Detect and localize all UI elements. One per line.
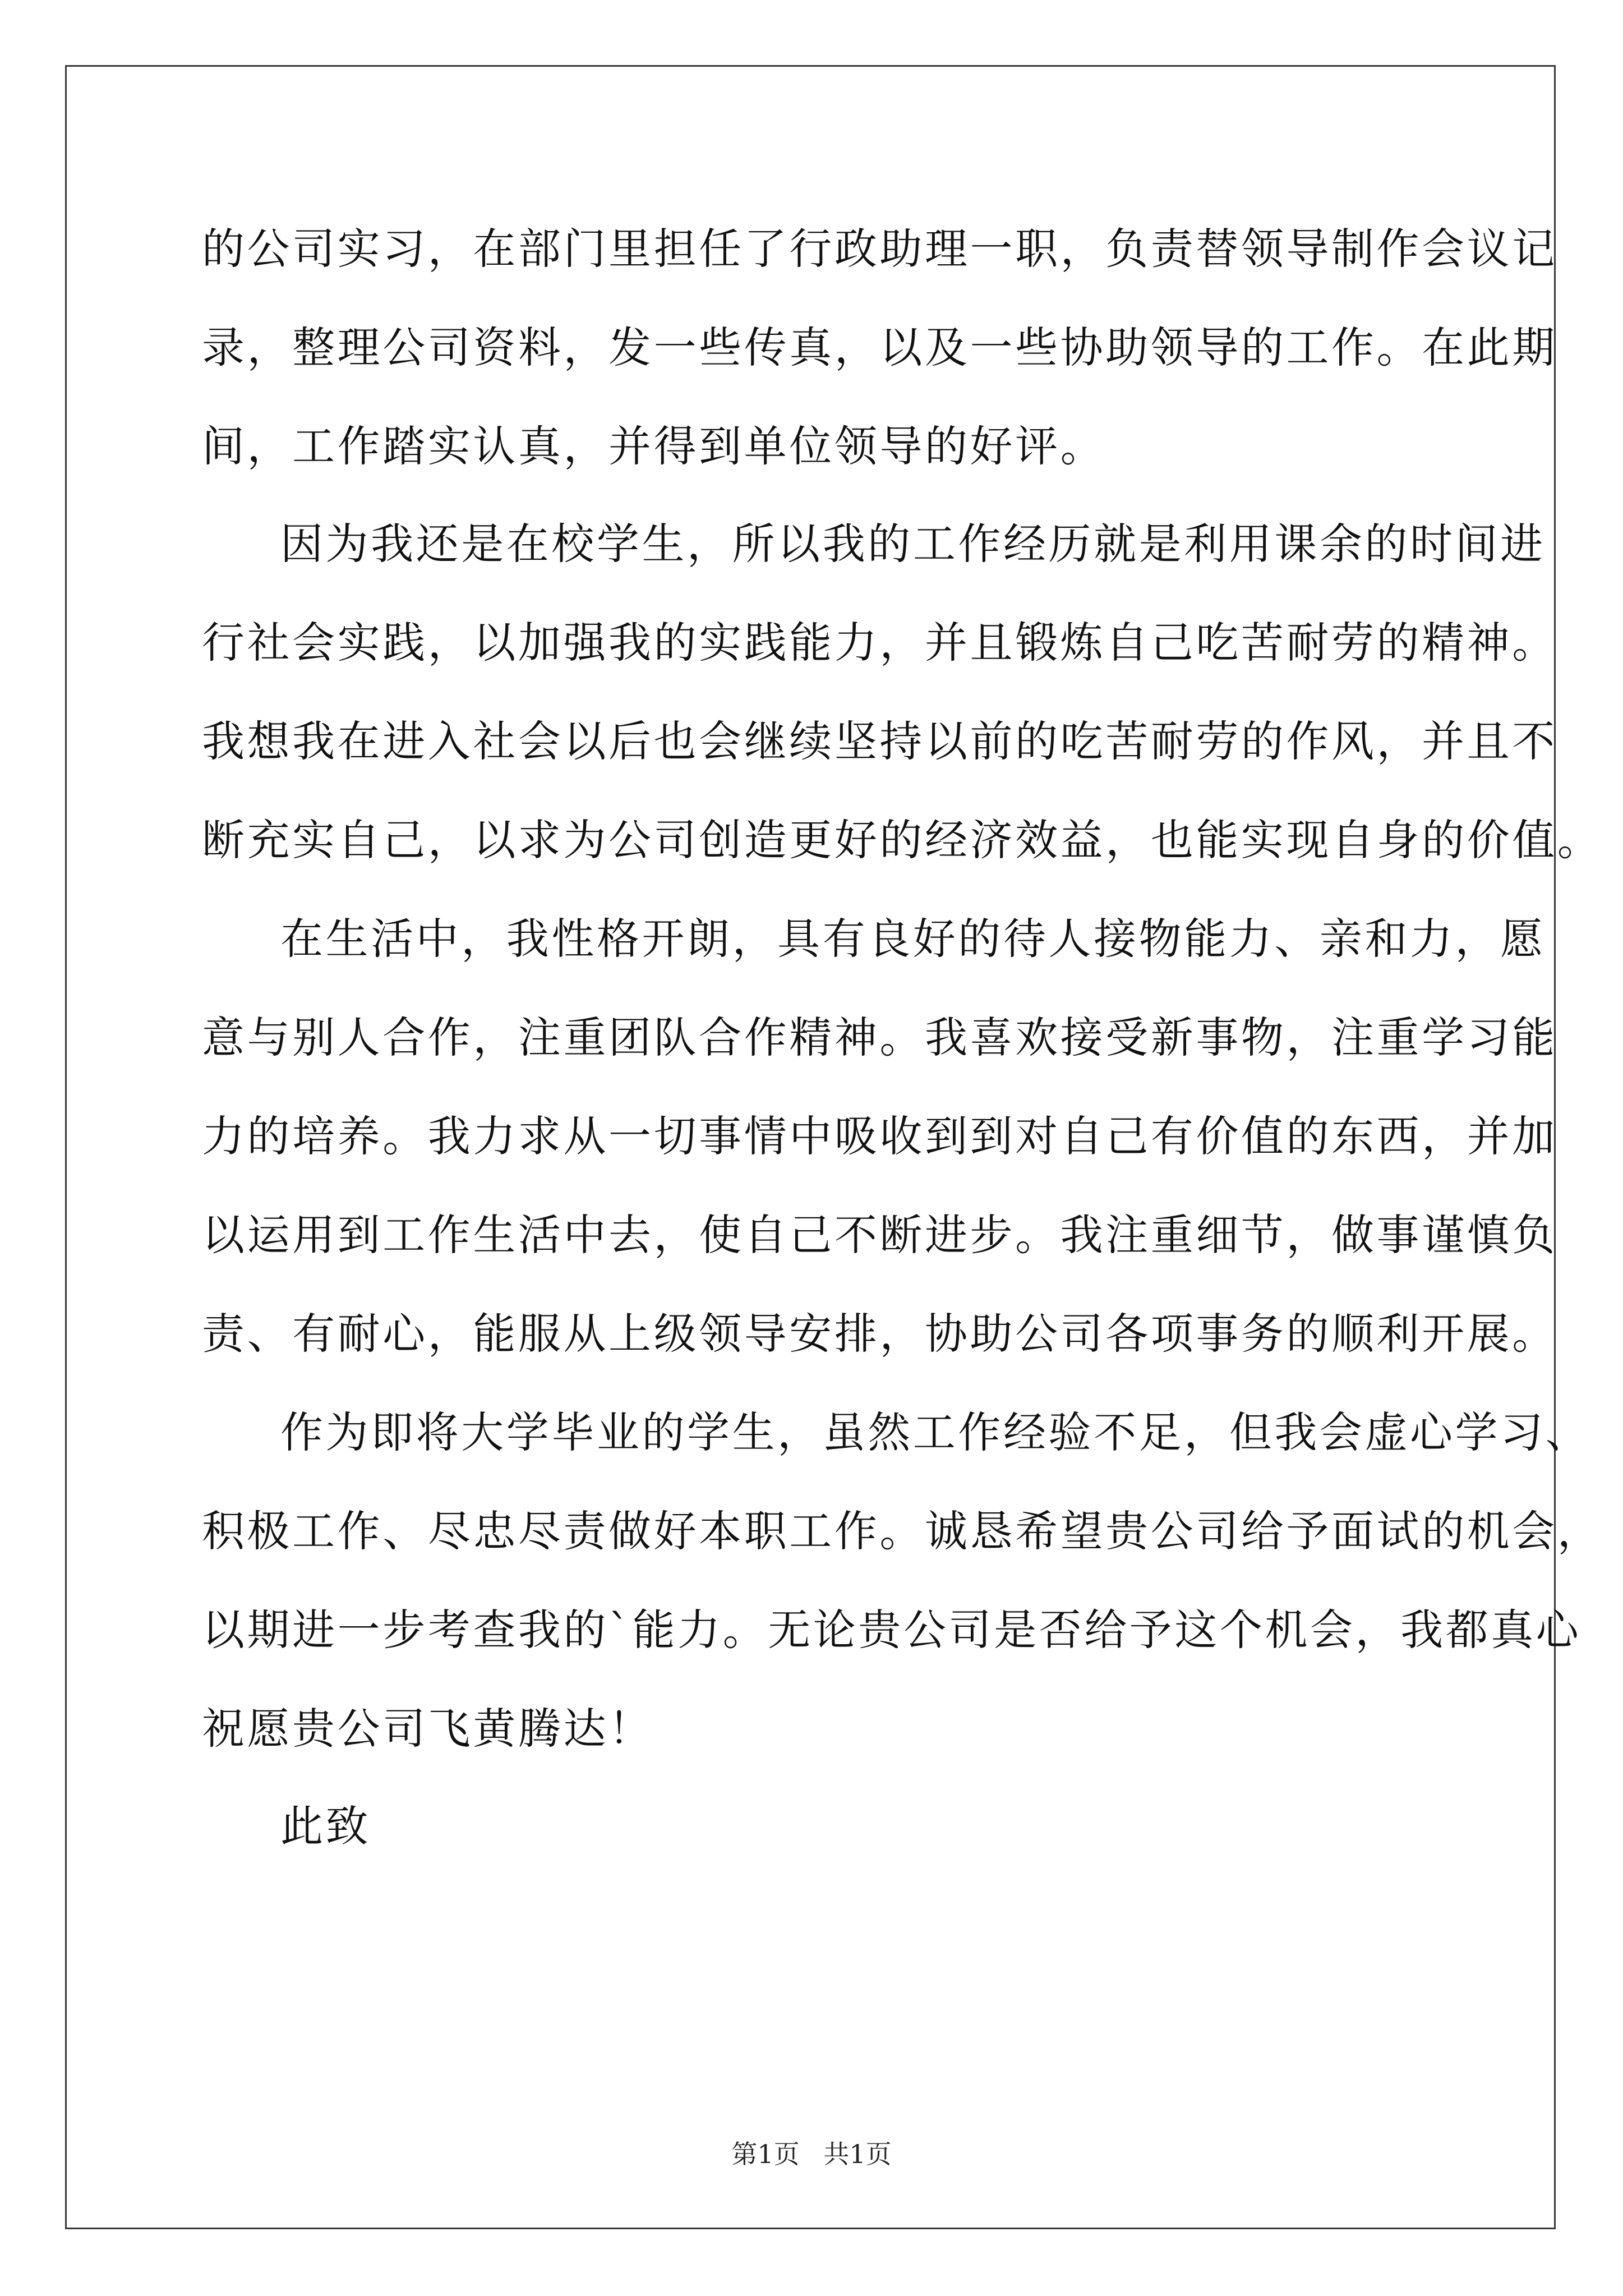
closing-text: 此致: [280, 1801, 371, 1851]
text-line: 祝愿贵公司飞黄腾达！: [202, 1704, 654, 1754]
text-line: 意与别人合作，注重团队合作精神。我喜欢接受新事物，注重学习能: [202, 1013, 1557, 1062]
text-line: 断充实自己，以求为公司创造更好的经济效益，也能实现自身的价值。: [202, 815, 1603, 865]
text-line: 行社会实践，以加强我的实践能力，并且锻炼自己吃苦耐劳的精神。: [202, 618, 1557, 668]
text-line: 的公司实习，在部门里担任了行政助理一职，负责替领导制作会议记: [202, 224, 1557, 274]
text-line: 在生活中，我性格开朗，具有良好的待人接物能力、亲和力，愿: [280, 914, 1546, 964]
page-total: 共1页: [823, 2139, 892, 2169]
text-line: 因为我还是在校学生，所以我的工作经历就是利用课余的时间进: [280, 519, 1546, 569]
text-line: 我想我在进入社会以后也会继续坚持以前的吃苦耐劳的作风，并且不: [202, 716, 1557, 766]
text-line: 以期进一步考查我的`能力。无论贵公司是否给予这个机会，我都真心: [202, 1605, 1581, 1655]
text-line: 间，工作踏实认真，并得到单位领导的好评。: [202, 421, 1106, 471]
text-line: 积极工作、尽忠尽责做好本职工作。诚恳希望贵公司给予面试的机会，: [202, 1506, 1603, 1556]
page-footer: [0, 2137, 1623, 2171]
text-line: 作为即将大学毕业的学生，虽然工作经验不足，但我会虚心学习、: [280, 1407, 1591, 1457]
text-line: 录，整理公司资料，发一些传真，以及一些协助领导的工作。在此期: [202, 323, 1557, 372]
text-line: 力的培养。我力求从一切事情中吸收到到对自己有价值的东西，并加: [202, 1111, 1557, 1161]
text-line: 责、有耐心，能服从上级领导安排，协助公司各项事务的顺利开展。: [202, 1309, 1557, 1359]
text-line: 以运用到工作生活中去，使自己不断进步。我注重细节，做事谨慎负: [202, 1210, 1557, 1260]
page-number: 第1页: [731, 2139, 800, 2169]
